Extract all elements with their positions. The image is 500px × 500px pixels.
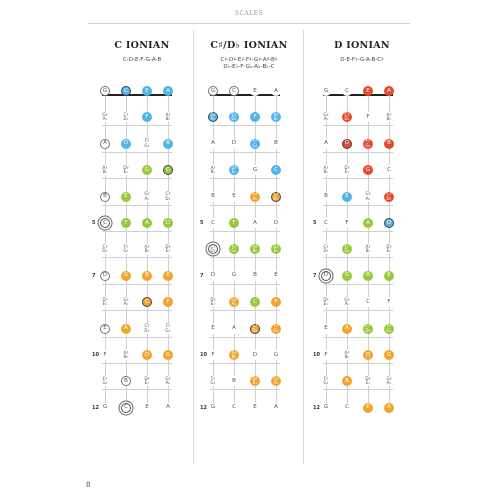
fret-number: 12 bbox=[92, 404, 99, 411]
scale-note-marker: C♯ D♭ bbox=[250, 324, 260, 334]
fret-note: G♯ A♭ bbox=[100, 112, 110, 122]
scale-note-marker: E bbox=[363, 86, 373, 96]
scale-notes bbox=[313, 57, 411, 71]
fret-note: B bbox=[271, 139, 281, 149]
scale-notes-line: D♭-E♭-F-G♭-A♭-B♭-C bbox=[223, 64, 275, 70]
fret-line bbox=[210, 363, 280, 364]
fret-line bbox=[323, 310, 393, 311]
scale-note-marker: A bbox=[384, 86, 394, 96]
fret-note: G♯ A♭ bbox=[363, 192, 373, 202]
scale-note-marker: F bbox=[163, 297, 173, 307]
fret-note: E bbox=[100, 324, 110, 334]
fret-note: C bbox=[229, 86, 239, 96]
fret-number: 10 bbox=[200, 352, 207, 358]
fret-note: A♯ B♭ bbox=[384, 112, 394, 122]
fret-note: G♯ A♭ bbox=[142, 192, 152, 202]
fret-note: A bbox=[271, 403, 281, 413]
fret-line bbox=[210, 178, 280, 179]
fret-note: D bbox=[100, 271, 110, 281]
scale-column-d-ionian bbox=[313, 40, 411, 71]
fret-note: A bbox=[250, 218, 260, 228]
scale-note-marker: B bbox=[384, 139, 394, 149]
fret-note: A bbox=[321, 139, 331, 149]
fret-line bbox=[210, 284, 280, 285]
fret-line bbox=[210, 205, 280, 206]
scale-note-marker: E bbox=[342, 192, 352, 202]
scale-note-marker: G bbox=[363, 165, 373, 175]
fret-number: 10 bbox=[92, 352, 99, 358]
fret-note: C bbox=[229, 403, 239, 413]
fret-note: G bbox=[321, 403, 331, 413]
fret-note: D bbox=[321, 271, 331, 281]
scale-note-marker: F♯ G♭ bbox=[271, 324, 281, 334]
section-title: SCALES bbox=[234, 10, 264, 17]
fret-note: C bbox=[121, 403, 131, 413]
scale-note-marker: F♯ G♭ bbox=[229, 244, 239, 254]
fret-note: C bbox=[342, 86, 352, 96]
fret-line bbox=[323, 231, 393, 232]
fret-note: B bbox=[208, 192, 218, 202]
scale-note-marker: D bbox=[163, 218, 173, 228]
scale-notes bbox=[93, 57, 191, 71]
fret-note: E bbox=[229, 192, 239, 202]
scale-note-marker: A♯ B♭ bbox=[250, 244, 260, 254]
fret-line bbox=[102, 257, 172, 258]
fret-line bbox=[102, 231, 172, 232]
scale-note-marker: G♯ A♭ bbox=[229, 297, 239, 307]
fret-note: E bbox=[321, 324, 331, 334]
fret-note: D♯ E♭ bbox=[342, 165, 352, 175]
fret-note: G bbox=[100, 403, 110, 413]
scale-note-marker: C♯ D♭ bbox=[229, 112, 239, 122]
fret-line bbox=[102, 152, 172, 153]
page-number: 8 bbox=[86, 481, 91, 489]
scale-column-cs-db-ionian bbox=[200, 40, 298, 71]
fret-note: C♯ D♭ bbox=[321, 244, 331, 254]
fret-note: C♯ D♭ bbox=[142, 324, 152, 334]
fret-number: 12 bbox=[200, 404, 207, 411]
scale-note-marker: E bbox=[384, 271, 394, 281]
scale-note-marker: G bbox=[163, 350, 173, 360]
fret-note: C bbox=[208, 218, 218, 228]
scale-note-marker: E bbox=[363, 403, 373, 413]
fret-line bbox=[210, 125, 280, 126]
scale-note-marker: F bbox=[121, 218, 131, 228]
scale-note-marker: D♯ E♭ bbox=[229, 165, 239, 175]
fret-note: G♯ A♭ bbox=[342, 297, 352, 307]
fret-note: E bbox=[250, 403, 260, 413]
fret-note: D♯ E♭ bbox=[384, 244, 394, 254]
scale-note-marker: A bbox=[163, 86, 173, 96]
fret-line bbox=[323, 363, 393, 364]
fret-note: A bbox=[208, 139, 218, 149]
fret-note: A bbox=[100, 139, 110, 149]
scale-note-marker: C bbox=[271, 165, 281, 175]
fret-note: D bbox=[271, 218, 281, 228]
fret-note: B bbox=[229, 376, 239, 386]
fret-note: F♯ G♭ bbox=[100, 376, 110, 386]
fret-note: A♯ B♭ bbox=[321, 165, 331, 175]
fret-line bbox=[323, 205, 393, 206]
fret-line bbox=[323, 284, 393, 285]
fret-note: G bbox=[208, 403, 218, 413]
fret-note: B bbox=[121, 376, 131, 386]
scale-note-marker: B bbox=[142, 271, 152, 281]
scale-note-marker: G bbox=[142, 165, 152, 175]
scale-note-marker: F bbox=[250, 112, 260, 122]
fret-line bbox=[102, 178, 172, 179]
fret-number: 12 bbox=[313, 404, 320, 411]
fret-number: 7 bbox=[92, 272, 96, 279]
fret-note: A♯ B♭ bbox=[163, 112, 173, 122]
fret-line bbox=[323, 178, 393, 179]
fret-line bbox=[102, 125, 172, 126]
fret-number: 5 bbox=[313, 220, 317, 226]
fret-note: G bbox=[250, 165, 260, 175]
fret-note: C♯ D♭ bbox=[163, 192, 173, 202]
scale-note-marker: C♯ D♭ bbox=[384, 192, 394, 202]
fret-number: 10 bbox=[313, 352, 320, 358]
scale-note-marker: G bbox=[121, 271, 131, 281]
fret-note: F bbox=[208, 350, 218, 360]
fret-note: D bbox=[250, 350, 260, 360]
fret-note: B bbox=[321, 192, 331, 202]
scale-note-marker: D bbox=[384, 218, 394, 228]
scale-note-marker: G bbox=[342, 271, 352, 281]
fret-line bbox=[323, 125, 393, 126]
fret-note: G♯ A♭ bbox=[384, 376, 394, 386]
scale-note-marker: G♯ A♭ bbox=[250, 192, 260, 202]
scale-note-marker: C bbox=[250, 297, 260, 307]
scale-note-marker: C♯ D♭ bbox=[271, 192, 281, 202]
fret-note: C bbox=[363, 297, 373, 307]
scale-note-marker: C bbox=[163, 165, 173, 175]
fret-note: D♯ E♭ bbox=[142, 376, 152, 386]
scale-note-marker: G bbox=[384, 350, 394, 360]
scale-note-marker: C bbox=[142, 297, 152, 307]
fret-line bbox=[323, 337, 393, 338]
fret-note: F bbox=[342, 218, 352, 228]
scale-title: C♯/D♭ IONIAN bbox=[210, 40, 288, 51]
fret-note: G bbox=[321, 86, 331, 96]
scale-note-marker: A♯ B♭ bbox=[229, 350, 239, 360]
fret-number: 7 bbox=[313, 272, 317, 279]
fret-note: E bbox=[250, 86, 260, 96]
fret-note: F♯ G♭ bbox=[321, 376, 331, 386]
fret-number: 5 bbox=[92, 220, 96, 226]
fret-note: G bbox=[100, 86, 110, 96]
fret-line bbox=[102, 363, 172, 364]
fret-note: G♯ A♭ bbox=[163, 376, 173, 386]
scale-note-marker: F♯ G♭ bbox=[342, 244, 352, 254]
fret-note: G bbox=[229, 271, 239, 281]
fret-note: G♯ A♭ bbox=[121, 297, 131, 307]
scale-note-marker: F bbox=[271, 297, 281, 307]
scale-note-marker: B bbox=[363, 271, 373, 281]
scale-note-marker: A bbox=[363, 218, 373, 228]
header-rule bbox=[88, 23, 410, 24]
fret-line bbox=[323, 152, 393, 153]
scale-note-marker: E bbox=[163, 271, 173, 281]
scale-notes-line: C♯-D♯-E♯-F♯-G♯-A♯-B♯ bbox=[220, 57, 278, 63]
fret-note: D bbox=[208, 271, 218, 281]
scale-note-marker: C♯ D♭ bbox=[363, 324, 373, 334]
fret-note: B bbox=[100, 192, 110, 202]
fret-note: D bbox=[229, 139, 239, 149]
scale-note-marker: A bbox=[121, 324, 131, 334]
scale-note-marker: D bbox=[363, 350, 373, 360]
fret-line bbox=[210, 231, 280, 232]
fret-note: E bbox=[142, 403, 152, 413]
scale-note-marker: C♯ D♭ bbox=[342, 112, 352, 122]
fret-note: C♯ D♭ bbox=[208, 244, 218, 254]
fret-line bbox=[210, 257, 280, 258]
scale-note-marker: A bbox=[142, 218, 152, 228]
fret-note: C♯ D♭ bbox=[121, 112, 131, 122]
fret-note: C bbox=[384, 165, 394, 175]
scale-note-marker: F♯ G♭ bbox=[363, 139, 373, 149]
fret-line bbox=[102, 205, 172, 206]
fret-number: 5 bbox=[200, 220, 204, 226]
scale-note-marker: G♯ A♭ bbox=[208, 112, 218, 122]
fret-line bbox=[323, 257, 393, 258]
fret-note: F♯ G♭ bbox=[121, 244, 131, 254]
fret-note: F bbox=[363, 112, 373, 122]
nut-line bbox=[102, 94, 172, 96]
fret-note: F♯ G♭ bbox=[163, 324, 173, 334]
scale-notes-line: D-E-F♯-G-A-B-C♯ bbox=[340, 57, 384, 63]
fret-note: A♯ B♭ bbox=[142, 244, 152, 254]
nut-line bbox=[323, 94, 393, 96]
fret-note: D♯ E♭ bbox=[321, 297, 331, 307]
scale-note-marker: A bbox=[384, 403, 394, 413]
fret-note: G bbox=[208, 86, 218, 96]
nut-line bbox=[210, 94, 280, 96]
fret-note: G♯ A♭ bbox=[321, 112, 331, 122]
scale-note-marker: B bbox=[342, 376, 352, 386]
fret-note: A bbox=[271, 86, 281, 96]
fret-note: A bbox=[229, 324, 239, 334]
fret-note: D♯ E♭ bbox=[121, 165, 131, 175]
column-divider bbox=[193, 30, 194, 464]
fret-note: C♯ D♭ bbox=[100, 244, 110, 254]
scale-note-marker: D bbox=[142, 350, 152, 360]
scale-note-marker: F bbox=[229, 218, 239, 228]
scale-note-marker: G♯ A♭ bbox=[271, 376, 281, 386]
fret-note: F bbox=[100, 350, 110, 360]
scale-notes bbox=[200, 57, 298, 71]
fret-note: A♯ B♭ bbox=[100, 165, 110, 175]
fret-note: E bbox=[271, 271, 281, 281]
fret-note: A bbox=[163, 403, 173, 413]
fret-note: C bbox=[100, 218, 110, 228]
scale-note-marker: F♯ G♭ bbox=[384, 324, 394, 334]
fret-line bbox=[102, 337, 172, 338]
fret-line bbox=[210, 152, 280, 153]
fret-note: G bbox=[271, 350, 281, 360]
fret-note: D♯ E♭ bbox=[163, 244, 173, 254]
fret-note: A♯ B♭ bbox=[342, 350, 352, 360]
scale-note-marker: C bbox=[121, 86, 131, 96]
fret-note: C bbox=[342, 403, 352, 413]
scale-note-marker: E bbox=[142, 86, 152, 96]
fret-note: A♯ B♭ bbox=[121, 350, 131, 360]
scale-title: C IONIAN bbox=[114, 40, 170, 51]
fret-note: F♯ G♭ bbox=[208, 376, 218, 386]
scale-note-marker: D bbox=[342, 139, 352, 149]
fret-number: 7 bbox=[200, 272, 204, 279]
scale-note-marker: D♯ E♭ bbox=[271, 244, 281, 254]
fret-line bbox=[210, 337, 280, 338]
scale-note-marker: D bbox=[121, 139, 131, 149]
fret-line bbox=[102, 284, 172, 285]
fret-note: A♯ B♭ bbox=[363, 244, 373, 254]
scale-note-marker: E bbox=[121, 192, 131, 202]
fret-note: A♯ B♭ bbox=[208, 165, 218, 175]
fret-note: D♯ E♭ bbox=[208, 297, 218, 307]
fret-note: E bbox=[208, 324, 218, 334]
scale-column-c-ionian bbox=[93, 40, 191, 71]
fret-line bbox=[102, 310, 172, 311]
fret-note: F bbox=[384, 297, 394, 307]
fret-line bbox=[210, 310, 280, 311]
scale-note-marker: F♯ G♭ bbox=[250, 139, 260, 149]
scale-note-marker: B bbox=[163, 139, 173, 149]
fret-note: C bbox=[321, 218, 331, 228]
fret-note: F bbox=[321, 350, 331, 360]
fret-line bbox=[323, 389, 393, 390]
column-divider bbox=[303, 30, 304, 464]
fret-note: F♯ G♭ bbox=[142, 139, 152, 149]
scale-note-marker: F bbox=[142, 112, 152, 122]
scale-note-marker: D♯ E♭ bbox=[250, 376, 260, 386]
scale-note-marker: A bbox=[342, 324, 352, 334]
scale-notes-line: C-D-E-F-G-A-B bbox=[122, 57, 162, 63]
fret-note: D♯ E♭ bbox=[363, 376, 373, 386]
fret-note: D♯ E♭ bbox=[100, 297, 110, 307]
fret-note: B bbox=[250, 271, 260, 281]
scale-title: D IONIAN bbox=[334, 40, 390, 51]
fret-line bbox=[102, 389, 172, 390]
scale-note-marker: A♯ B♭ bbox=[271, 112, 281, 122]
fret-line bbox=[210, 389, 280, 390]
